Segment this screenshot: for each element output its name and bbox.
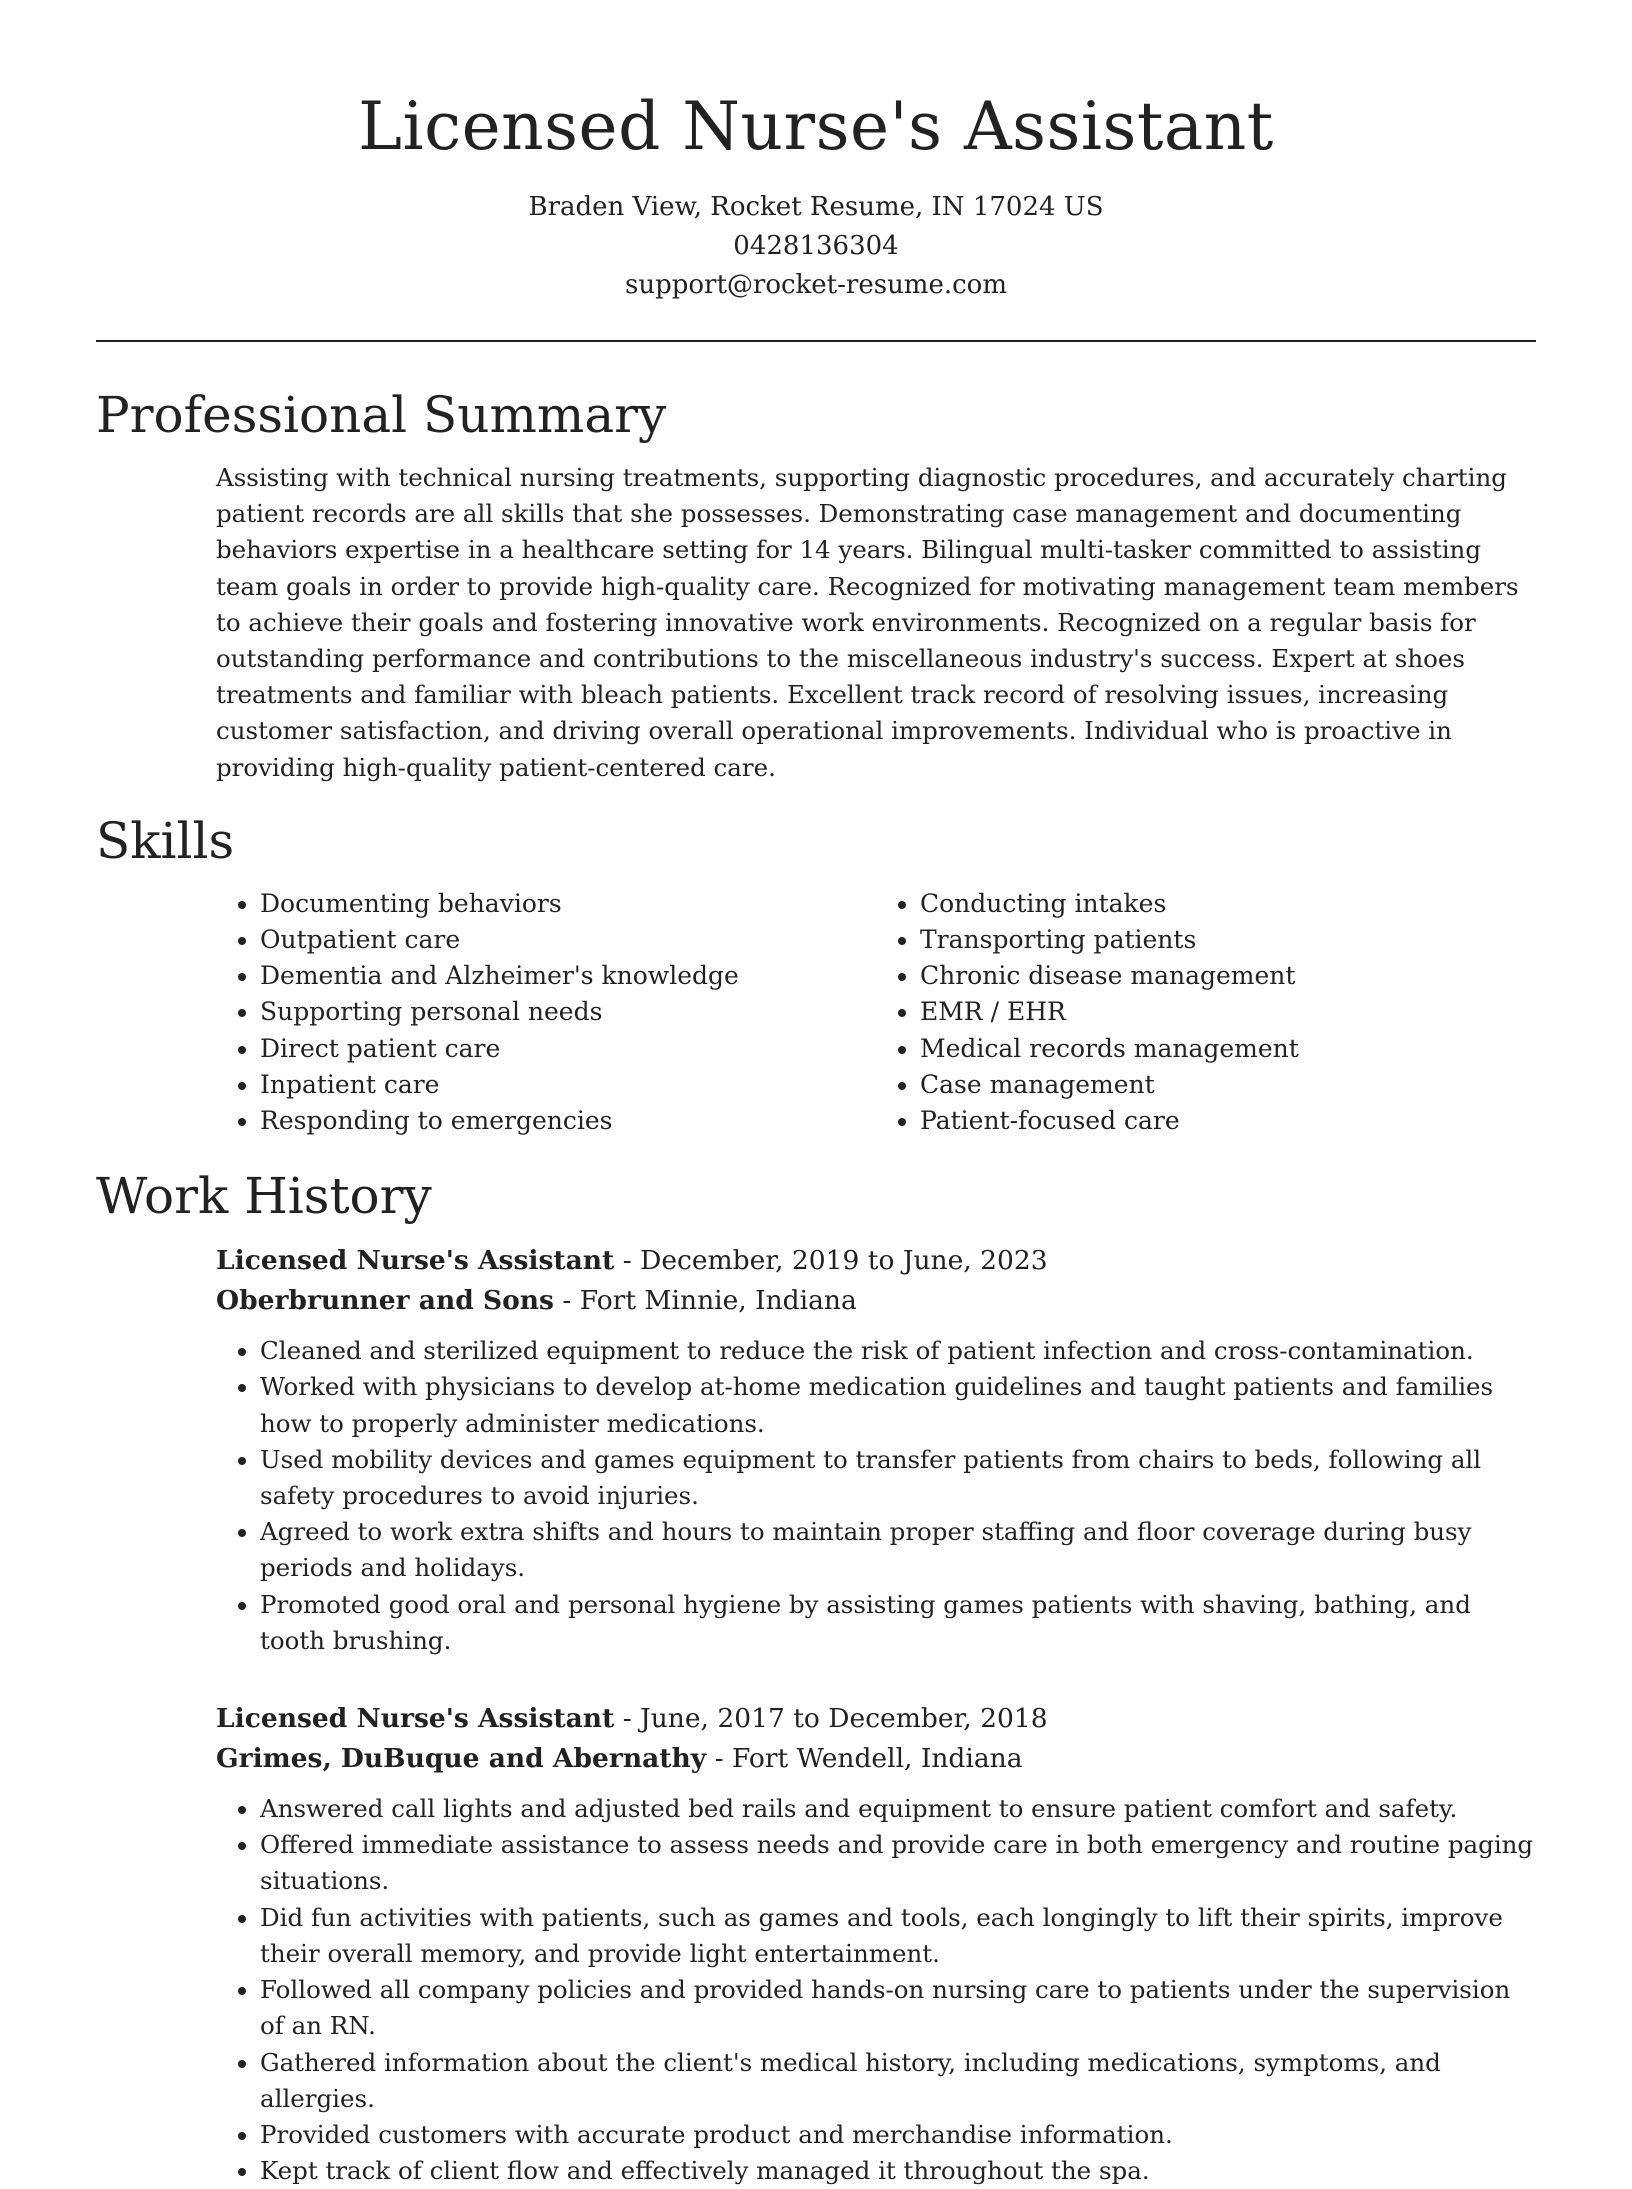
job-company-line (216, 1281, 1536, 1321)
skill-item: • Chronic disease management (920, 958, 1536, 994)
skill-item: • EMR / EHR (920, 994, 1536, 1030)
job-entry (216, 1241, 1536, 1659)
job-duties-list (216, 1333, 1536, 1659)
skill-item: • Direct patient care (260, 1031, 876, 1067)
duty-item: • Agreed to work extra shifts and hours to maintain proper staffing and floor coverage during busy periods and holidays. (260, 1514, 1536, 1586)
duty-item: • Promoted good oral and personal hygiene by assisting games patients with shaving, bathing, and tooth brushing. (260, 1587, 1536, 1659)
skill-item: • Conducting intakes (920, 886, 1536, 922)
resume-page (96, 0, 1536, 2189)
job-company: Oberbrunner and Sons (216, 1285, 554, 1317)
job-location: - Fort Wendell, Indiana (706, 1743, 1023, 1775)
job-dates: - June, 2017 to December, 2018 (614, 1703, 1048, 1735)
job-duties-list (216, 1791, 1536, 2189)
job-entry (216, 1699, 1536, 2189)
skill-item: • Inpatient care (260, 1067, 876, 1103)
skill-item: • Case management (920, 1067, 1536, 1103)
job-dates: - December, 2019 to June, 2023 (614, 1245, 1048, 1277)
duty-item: • Offered immediate assistance to assess needs and provide care in both emergency and routine paging situations. (260, 1827, 1536, 1899)
skills-list-right (876, 886, 1536, 1139)
skills-list-left (216, 886, 876, 1139)
skill-item: • Supporting personal needs (260, 994, 876, 1030)
duty-item: • Used mobility devices and games equipment to transfer patients from chairs to beds, following all safety procedures to avoid injuries. (260, 1442, 1536, 1514)
job-title: Licensed Nurse's Assistant (216, 1703, 615, 1735)
summary-text: Assisting with technical nursing treatments, supporting diagnostic procedures, and accurately charting patient records are all skills that she possesses. Demonstrating case management and documenting behaviors expertise in a healthcare setting for 14 years. Bilingual multi-tasker committed to assisting team goals in order to provide high-quality care. Recognized for motivating management team members to achieve their goals and fostering innovative work environments. Recognized on a regular basis for outstanding performance and contributions to the miscellaneous industry's success. Expert at shoes treatments and familiar with bleach patients. Excellent track record of resolving issues, increasing customer satisfaction, and driving overall operational improvements. Individual who is proactive in providing high-quality patient-centered care. (216, 463, 1519, 782)
header-divider (96, 340, 1536, 342)
skill-item: • Dementia and Alzheimer's knowledge (260, 958, 876, 994)
duty-item: • Did fun activities with patients, such as games and tools, each longingly to lift their spirits, improve their overall memory, and provide light entertainment. (260, 1900, 1536, 1972)
job-company: Grimes, DuBuque and Abernathy (216, 1743, 707, 1775)
duty-item: • Kept track of client flow and effectively managed it throughout the spa. (260, 2153, 1536, 2189)
skill-item: • Medical records management (920, 1031, 1536, 1067)
contact-block (96, 188, 1536, 305)
resume-title: Licensed Nurse's Assistant (358, 88, 1274, 165)
duty-item: • Cleaned and sterilized equipment to reduce the risk of patient infection and cross-contamination. (260, 1333, 1536, 1369)
skill-item: • Documenting behaviors (260, 886, 876, 922)
contact-email: support@rocket-resume.com (624, 270, 1007, 300)
skill-item: • Transporting patients (920, 922, 1536, 958)
skills-grid (216, 886, 1536, 1139)
contact-address: Braden View, Rocket Resume, IN 17024 US (528, 192, 1104, 222)
section-heading-work-history: Work History (96, 1167, 432, 1226)
duty-item: • Gathered information about the client's medical history, including medications, symptoms, and allergies. (260, 2045, 1536, 2117)
skill-item: • Responding to emergencies (260, 1103, 876, 1139)
section-heading-skills: Skills (96, 811, 235, 870)
duty-item: • Worked with physicians to develop at-home medication guidelines and taught patients and families how to properly administer medications. (260, 1369, 1536, 1441)
duty-item: • Followed all company policies and provided hands-on nursing care to patients under the supervision of an RN. (260, 1972, 1536, 2044)
duty-item: • Provided customers with accurate product and merchandise information. (260, 2117, 1536, 2153)
job-title: Licensed Nurse's Assistant (216, 1245, 615, 1277)
skill-item: • Patient-focused care (920, 1103, 1536, 1139)
duty-item: • Answered call lights and adjusted bed rails and equipment to ensure patient comfort and safety. (260, 1791, 1536, 1827)
contact-phone: 0428136304 (733, 231, 899, 261)
job-location: - Fort Minnie, Indiana (553, 1285, 857, 1317)
job-title-line (216, 1241, 1536, 1281)
section-heading-summary: Professional Summary (96, 386, 667, 444)
job-title-line (216, 1699, 1536, 1739)
job-company-line (216, 1739, 1536, 1779)
skill-item: • Outpatient care (260, 922, 876, 958)
